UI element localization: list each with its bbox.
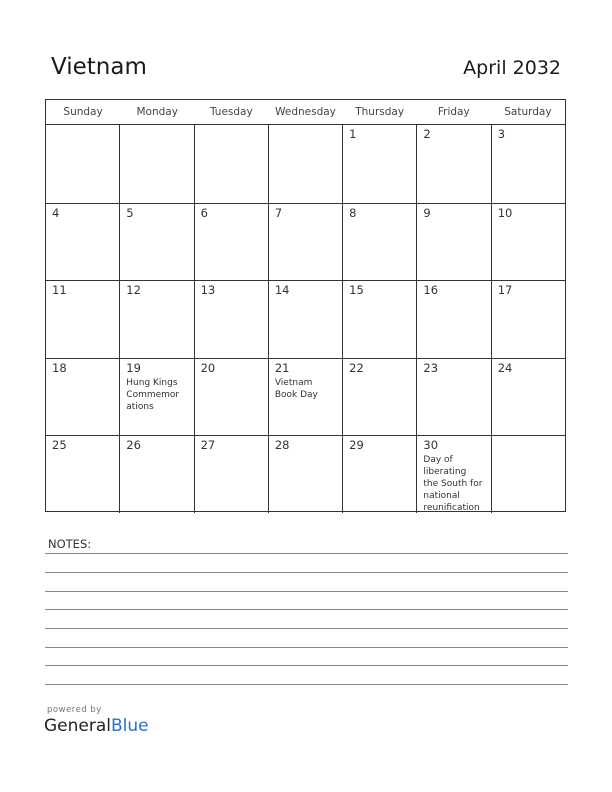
note-line	[45, 684, 568, 685]
weekday-header-row	[46, 100, 565, 125]
weekday-friday: Friday	[437, 106, 470, 118]
day-cell	[268, 204, 342, 281]
day-cell	[46, 436, 119, 513]
day-number: 7	[274, 205, 283, 220]
day-cell	[119, 436, 193, 513]
week-row	[46, 280, 565, 358]
day-cell	[491, 436, 565, 513]
day-cell	[342, 125, 416, 203]
day-number: 24	[497, 360, 513, 375]
day-number: 20	[200, 360, 216, 375]
day-number: 5	[126, 205, 134, 220]
day-number: 25	[52, 438, 67, 453]
day-cell	[268, 281, 342, 358]
note-line	[45, 553, 568, 554]
weekday-tuesday: Tuesday	[209, 106, 253, 118]
week-row	[46, 435, 565, 513]
day-number: 22	[349, 360, 364, 375]
brand-logo	[44, 716, 149, 736]
day-cell	[416, 281, 490, 358]
week-row	[46, 358, 565, 436]
day-number: 13	[200, 283, 216, 298]
weekday-sunday: Sunday	[63, 106, 103, 118]
note-line	[45, 628, 568, 629]
day-number: 23	[423, 360, 439, 375]
day-cell	[342, 204, 416, 281]
weeks-container	[46, 125, 565, 513]
day-cell	[491, 281, 565, 358]
weekday-monday: Monday	[136, 106, 178, 118]
day-cell	[194, 204, 268, 281]
day-cell	[491, 204, 565, 281]
day-number: 9	[423, 205, 431, 220]
day-number: 18	[52, 360, 67, 375]
day-cell	[342, 359, 416, 436]
country-title: Vietnam	[51, 54, 147, 80]
day-number: 3	[497, 127, 506, 141]
calendar-grid	[45, 99, 566, 512]
week-row	[46, 125, 565, 203]
month-title: April 2032	[463, 57, 561, 79]
note-line	[45, 609, 568, 610]
day-cell	[194, 281, 268, 358]
day-number: 29	[349, 438, 364, 453]
day-cell	[46, 281, 119, 358]
day-number: 2	[423, 127, 431, 141]
day-number: 17	[497, 283, 513, 298]
day-cell	[46, 204, 119, 281]
day-cell	[119, 281, 193, 358]
day-cell	[119, 359, 193, 436]
day-cell	[119, 125, 193, 203]
day-cell	[491, 125, 565, 203]
day-number: 30	[423, 438, 439, 453]
week-row	[46, 203, 565, 281]
day-cell	[268, 436, 342, 513]
day-number: 4	[52, 205, 60, 220]
day-cell	[194, 359, 268, 436]
powered-by-text: powered by	[47, 705, 102, 715]
notes-label: NOTES:	[48, 537, 92, 551]
brand-general: General	[44, 716, 111, 736]
day-cell	[268, 125, 342, 203]
day-cell	[46, 359, 119, 436]
holiday-event: Day of liberating the South for national reunification	[423, 455, 483, 513]
day-number: 10	[497, 205, 513, 220]
day-number: 8	[349, 205, 357, 220]
day-number: 6	[200, 205, 208, 220]
holiday-event: Vietnam Book Day	[274, 377, 318, 400]
note-line	[45, 572, 568, 573]
note-line	[45, 665, 568, 666]
day-cell	[342, 436, 416, 513]
day-cell	[268, 359, 342, 436]
note-line	[45, 647, 568, 648]
day-number: 15	[349, 283, 364, 298]
weekday-wednesday: Wednesday	[275, 106, 336, 118]
day-cell	[416, 125, 490, 203]
day-number: 28	[274, 438, 290, 453]
day-number: 11	[52, 283, 67, 298]
brand-blue: Blue	[111, 716, 149, 736]
holiday-event: Hung Kings Commemor ations	[126, 377, 180, 412]
weekday-thursday: Thursday	[355, 106, 405, 118]
day-number: 16	[423, 283, 439, 298]
day-number: 19	[126, 360, 141, 375]
day-cell	[194, 436, 268, 513]
note-line	[45, 591, 568, 592]
day-number: 14	[274, 283, 290, 298]
day-cell	[416, 359, 490, 436]
day-number: 26	[126, 438, 141, 453]
day-number: 1	[349, 127, 357, 141]
day-number: 27	[200, 438, 216, 453]
day-cell	[46, 125, 119, 203]
day-cell	[416, 436, 490, 513]
day-cell	[416, 204, 490, 281]
day-number: 12	[126, 283, 141, 298]
day-number: 21	[274, 360, 290, 375]
day-cell	[342, 281, 416, 358]
day-cell	[119, 204, 193, 281]
day-cell	[491, 359, 565, 436]
day-cell	[194, 125, 268, 203]
weekday-saturday: Saturday	[504, 106, 552, 118]
